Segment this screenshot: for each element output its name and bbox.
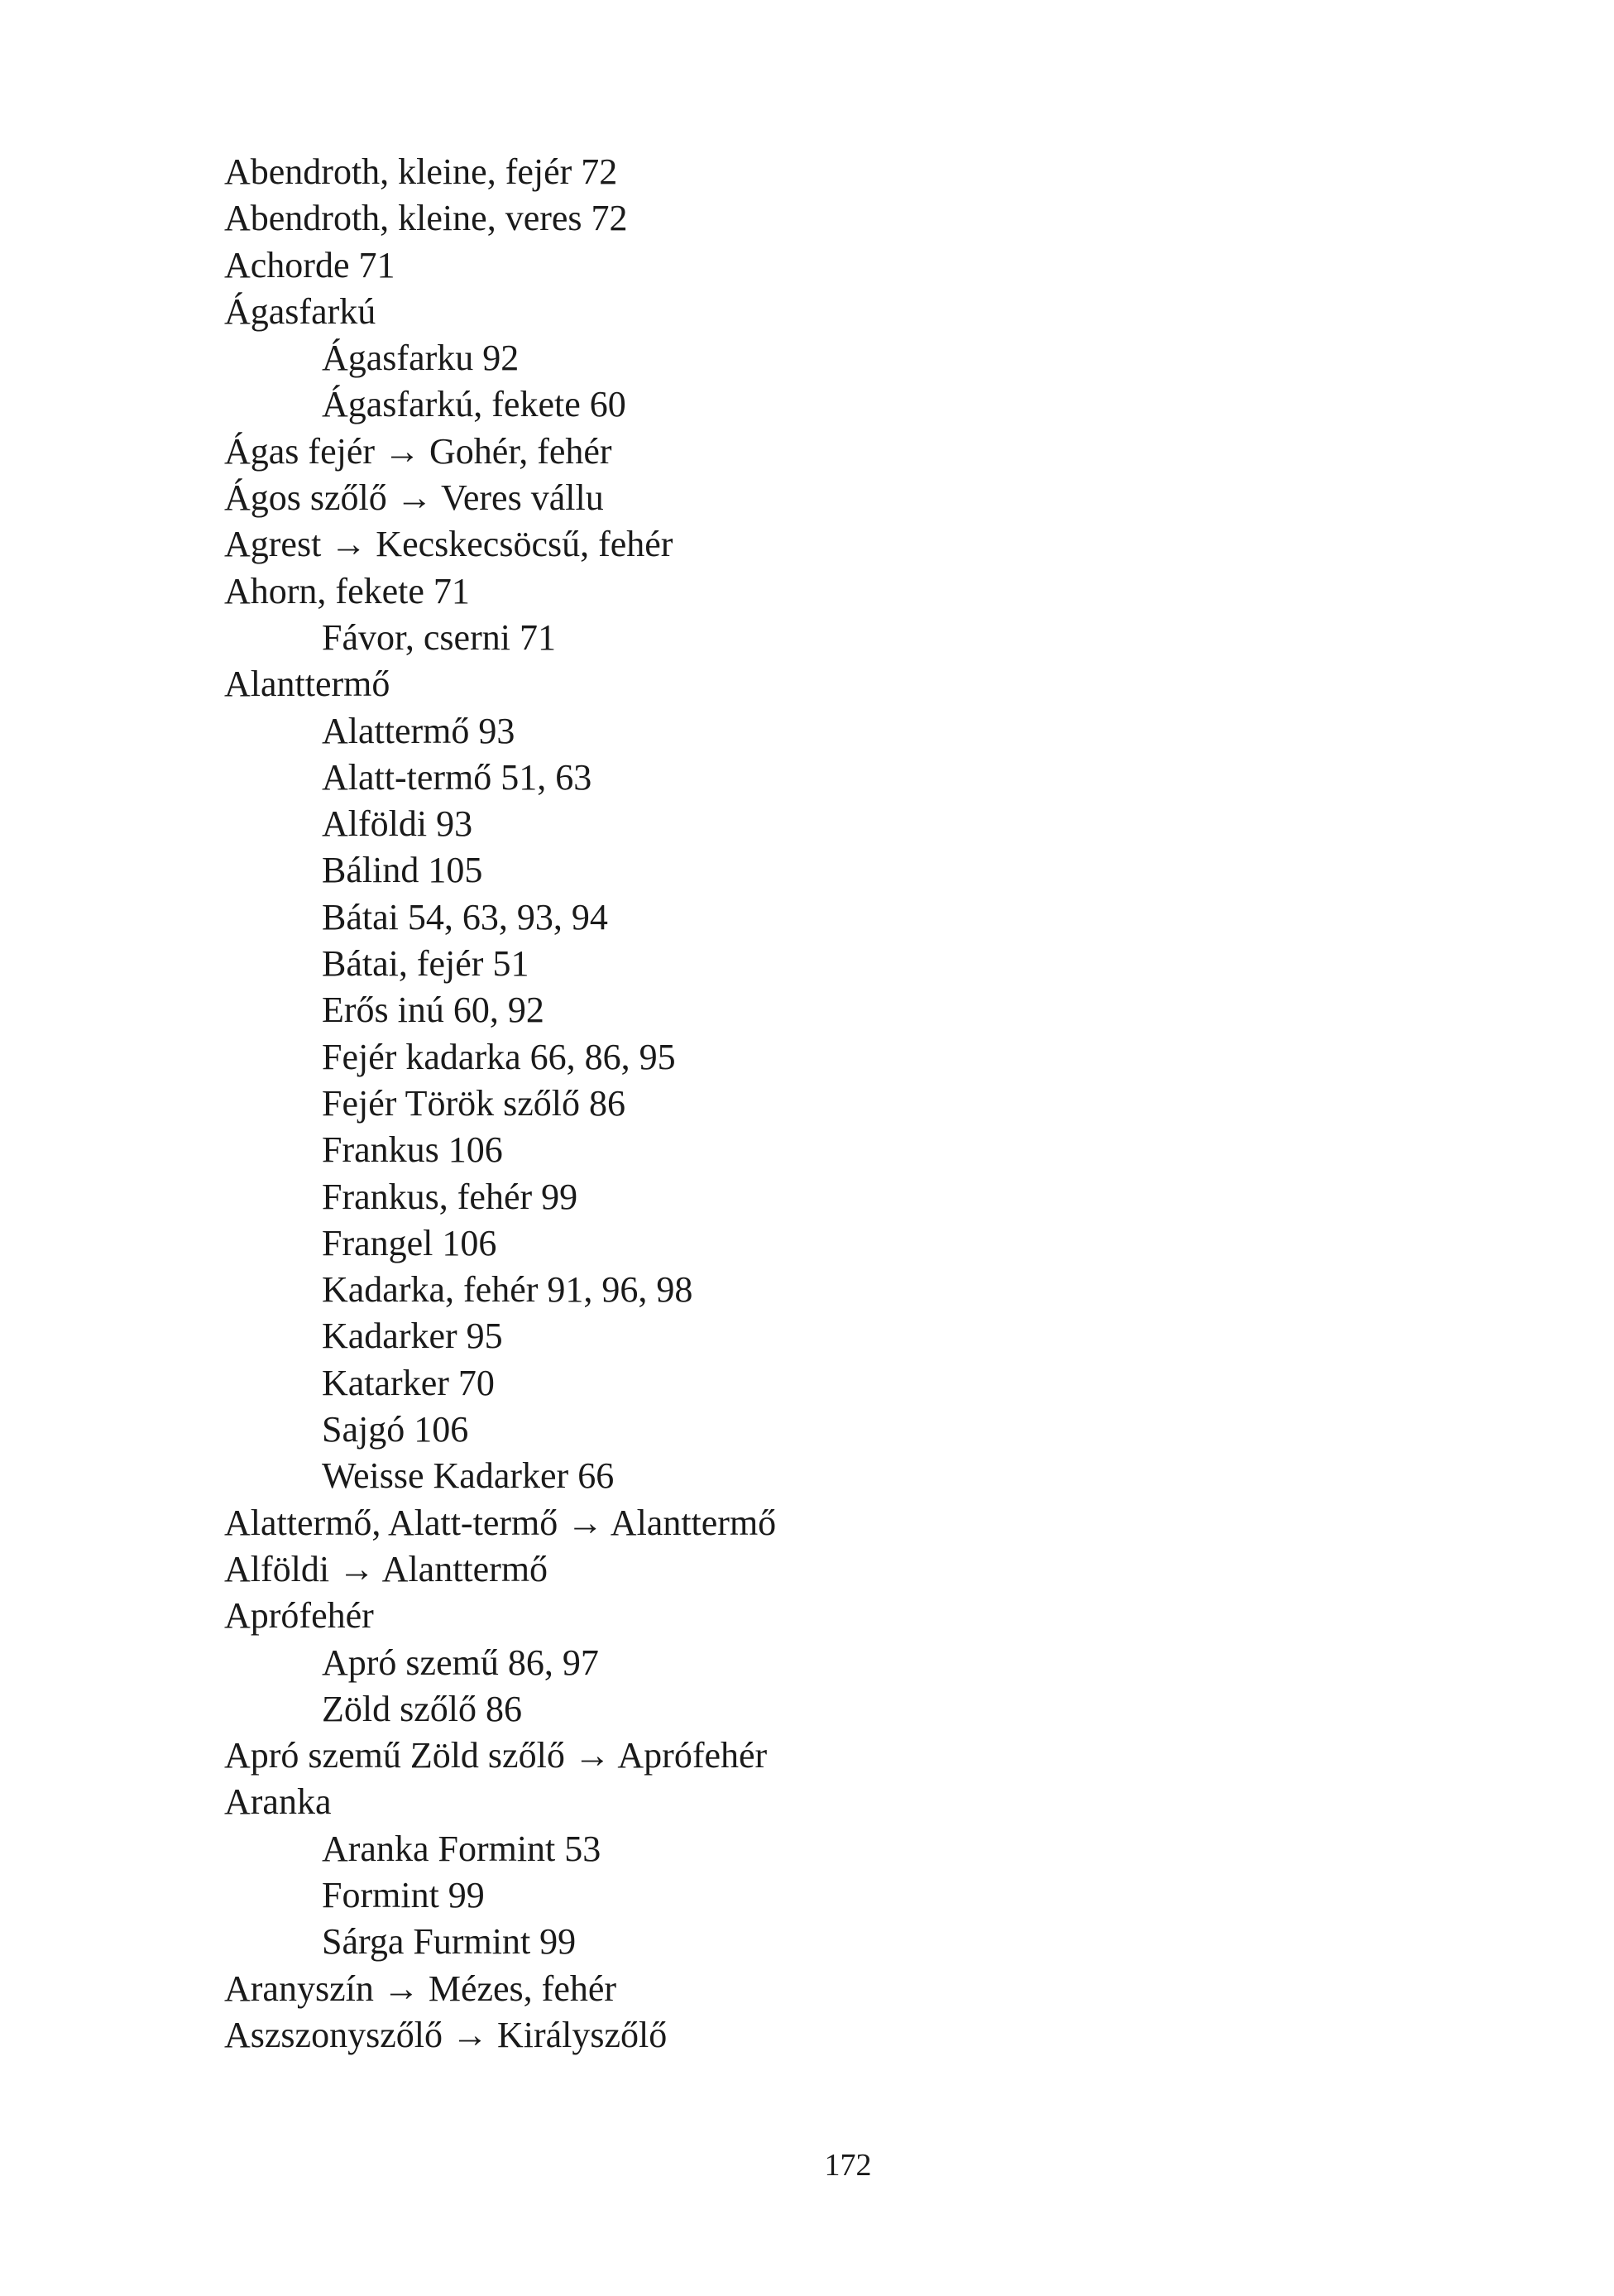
index-subentry: Katarker 70 — [322, 1362, 495, 1403]
index-subentry: Erős inú 60, 92 — [322, 990, 544, 1031]
index-entry: Alanttermő — [224, 664, 390, 705]
index-entry: Ágos szőlő → Veres vállu — [224, 477, 604, 519]
index-entry: Ágas fejér → Gohér, fehér — [224, 430, 612, 472]
index-subentry: Kadarker 95 — [322, 1316, 503, 1357]
index-subentry: Fávor, cserni 71 — [322, 616, 556, 658]
index-subentry: Alattermő 93 — [322, 710, 515, 751]
index-subentry: Frankus, fehér 99 — [322, 1176, 578, 1217]
index-subentry: Fejér Török szőlő 86 — [322, 1082, 626, 1124]
index-subentry: Kadarka, fehér 91, 96, 98 — [322, 1269, 693, 1311]
index-list — [224, 149, 776, 2059]
index-entry: Apró szemű Zöld szőlő → Aprófehér — [224, 1735, 768, 1776]
index-subentry: Aranka Formint 53 — [322, 1828, 601, 1869]
index-subentry: Alföldi 93 — [322, 803, 473, 845]
index-entry: Ágasfarkú — [224, 290, 376, 332]
index-subentry: Bátai, fejér 51 — [322, 943, 529, 985]
index-entry: Aranyszín → Mézes, fehér — [224, 1968, 617, 2009]
index-subentry: Frangel 106 — [322, 1222, 497, 1263]
index-subentry: Sajgó 106 — [322, 1409, 469, 1450]
index-entry: Aranka — [224, 1781, 332, 1823]
index-subentry: Ágasfarkú, fekete 60 — [322, 384, 626, 425]
index-entry: Ahorn, fekete 71 — [224, 570, 470, 611]
index-entry: Aprófehér — [224, 1595, 374, 1637]
page-number: 172 — [824, 2148, 872, 2183]
index-subentry: Weisse Kadarker 66 — [322, 1455, 615, 1497]
index-subentry: Bátai 54, 63, 93, 94 — [322, 896, 608, 937]
index-entry: Abendroth, kleine, veres 72 — [224, 198, 628, 239]
index-subentry: Zöld szőlő 86 — [322, 1688, 522, 1729]
index-entry: Achorde 71 — [224, 244, 395, 285]
index-entry: Alföldi → Alanttermő — [224, 1548, 548, 1589]
index-subentry: Bálind 105 — [322, 850, 483, 891]
index-entry: Aszszonyszőlő → Királyszőlő — [224, 2014, 668, 2055]
index-entry: Agrest → Kecskecsöcsű, fehér — [224, 524, 673, 565]
index-subentry: Sárga Furmint 99 — [322, 1921, 577, 1963]
index-entry: Abendroth, kleine, fejér 72 — [224, 151, 618, 192]
index-entry: Alattermő, Alatt-termő → Alanttermő — [224, 1502, 777, 1543]
index-subentry: Frankus 106 — [322, 1129, 503, 1171]
index-subentry: Ágasfarku 92 — [322, 338, 520, 379]
index-subentry: Formint 99 — [322, 1874, 485, 1915]
index-subentry: Fejér kadarka 66, 86, 95 — [322, 1036, 676, 1077]
index-subentry: Alatt-termő 51, 63 — [322, 756, 592, 798]
index-subentry: Apró szemű 86, 97 — [322, 1642, 599, 1683]
